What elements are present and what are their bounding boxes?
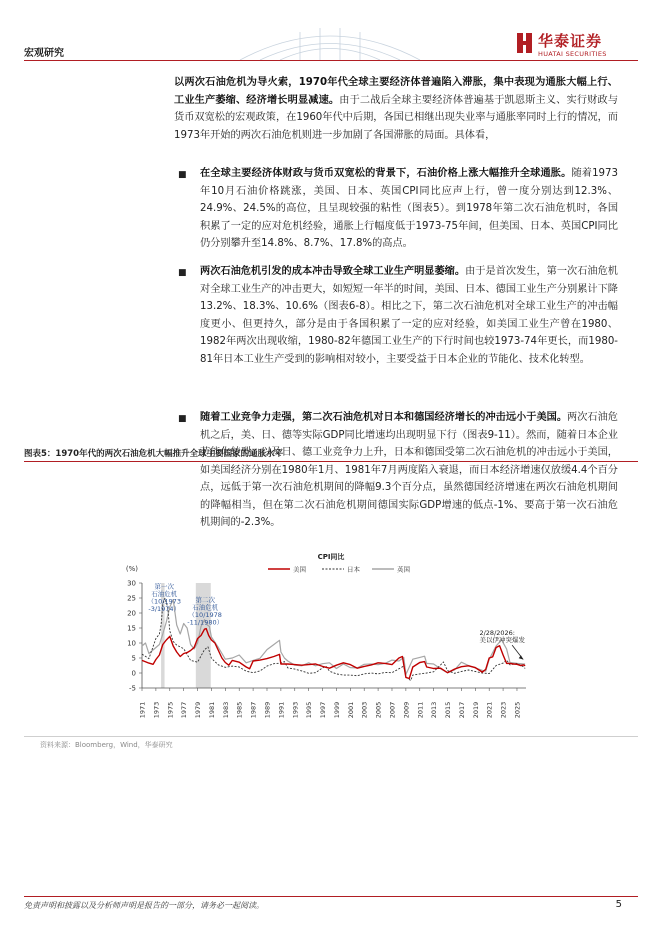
x-tick-label: 1985	[235, 701, 244, 719]
bullet-2-bold: 两次石油危机引发的成本冲击导致全球工业生产明显萎缩。	[200, 266, 466, 277]
x-tick-label: 1997	[319, 701, 328, 719]
figure-bottom-rule	[24, 736, 638, 737]
x-tick-label: 1971	[138, 701, 147, 719]
x-tick-label: 1993	[291, 701, 300, 719]
chart-annotation: 第二次	[195, 596, 215, 605]
x-tick-label: 2005	[374, 701, 383, 719]
y-tick-label: 0	[131, 669, 136, 678]
x-tick-label: 1979	[194, 701, 203, 719]
x-tick-label: 1977	[180, 701, 189, 719]
logo-mark-icon	[516, 32, 534, 54]
y-tick-label: 20	[127, 609, 136, 618]
y-tick-label: 25	[127, 594, 136, 603]
bullet-3-rest: 两次石油危机之后，美、日、德等实际GDP同比增速均出现明显下行（图表9-11）。然而，随着日本企业节能化转型、以及日、德工业竞争力上升，日本和德国受第二次石油危机的冲击远小于美国，如美国经济分别在1980年1月、1981年7月两度陷入衰退，而日本经济增速仅放缓4.4个百分点，远低于第一次石油危机期间的降幅9.3个百分点，虽然德国经济增速在两次石油危机期间的降幅相当，但在第二次石油危机期间德国实际GDP增速的低点-1%、要高于第一次石油危机期间的-2.3%。	[200, 412, 618, 528]
logo-chinese-name: 华泰证券	[538, 32, 603, 50]
y-tick-label: 30	[127, 579, 136, 588]
event-arrow-head	[519, 655, 524, 659]
header-decoration	[230, 22, 430, 62]
intro-rest: 由于二战后全球主要经济体普遍基于凯恩斯主义、实行财政与货币双宽松的宏观政策，在1960年代中后期，各国已相继出现失业率与通胀率同时上行的情况，而1973年开始的两次石油危机则进一步加剧了各国滞胀的局面。具体看，	[174, 94, 619, 141]
y-tick-label: 15	[127, 624, 136, 633]
section-label: 宏观研究	[24, 48, 64, 59]
y-tick-label: 5	[131, 654, 136, 663]
x-tick-label: 2001	[346, 701, 355, 719]
legend-label-us: 美国	[293, 565, 306, 574]
x-tick-label: 1975	[166, 701, 175, 719]
x-tick-label: 2017	[457, 701, 466, 719]
bullet-paragraph-2	[200, 263, 618, 368]
x-tick-label: 2021	[485, 701, 494, 719]
x-tick-label: 1981	[207, 701, 216, 719]
intro-bold: 以两次石油危机为导火索，1970年代全球主要经济体普遍陷入滞胀，集中表现为通胀大幅上行、工业生产萎缩、经济增长明显减速。	[174, 77, 618, 106]
legend-label-jp: 日本	[347, 565, 360, 574]
chart-annotation: 石油危机	[151, 589, 178, 598]
x-tick-label: 2023	[499, 701, 508, 719]
intro-paragraph	[174, 74, 618, 144]
cpi-line-chart	[24, 540, 638, 735]
x-tick-label: 2015	[444, 701, 453, 719]
header-rule	[24, 60, 638, 61]
x-tick-label: 2003	[360, 701, 369, 719]
chart-annotation: 第一次	[154, 582, 174, 591]
bullet-marker: ■	[178, 414, 187, 424]
x-tick-label: 2019	[471, 701, 480, 719]
footer-disclaimer: 免责声明和披露以及分析师声明是报告的一部分，请务必一起阅读。	[24, 901, 264, 910]
page-number: 5	[615, 899, 622, 910]
x-tick-label: 2007	[388, 701, 397, 719]
bullet-paragraph-3	[200, 409, 618, 532]
bullet-2-rest: 由于是首次发生，第一次石油危机对全球工业生产的冲击更大，如短短一年半的时间，美国、日本、德国工业生产分别累计下降13.2%、18.3%、10.6%（图表6-8）。相比之下，第二次石油危机对全球工业生产的冲击幅度更小、但更持久，部分是由于各国积累了一定的应对经验，如美国工业生产曾在1980、1982年两次出现收缩，1980-82年德国工业生产的下行时间也较1973-74年更长，而1980-81年日本工业生产受到的影响相对较小，主要受益于日本企业的节能化、技术化转型。	[200, 266, 618, 365]
figure-title: 图表5：1970年代的两次石油危机大幅推升全球主要国家的通胀水平	[24, 449, 284, 459]
x-tick-label: 1991	[277, 701, 286, 719]
legend-label-uk: 英国	[397, 565, 410, 574]
company-logo	[516, 30, 636, 60]
x-tick-label: 2011	[416, 701, 425, 719]
figure-top-rule	[24, 461, 638, 462]
chart-annotation: 美以伊冲突爆发	[479, 636, 525, 645]
x-tick-label: 2009	[402, 701, 411, 719]
x-tick-label: 1995	[305, 701, 314, 719]
y-tick-label: -5	[129, 684, 136, 693]
y-tick-label: 10	[127, 639, 136, 648]
legend-title: CPI同比	[317, 553, 345, 561]
x-tick-label: 2013	[430, 701, 439, 719]
chart-annotation: -11/1980）	[187, 618, 224, 627]
bullet-marker: ■	[178, 170, 187, 180]
figure-source: 资料来源：Bloomberg，Wind，华泰研究	[40, 741, 173, 749]
chart-annotation: 石油危机	[192, 603, 219, 612]
footer-rule	[24, 896, 638, 897]
x-tick-label: 1989	[263, 701, 272, 719]
x-tick-label: 1983	[221, 701, 230, 719]
chart-annotation: -3/1974）	[148, 604, 181, 613]
bullet-paragraph-1	[200, 165, 618, 253]
bullet-marker: ■	[178, 268, 187, 278]
bullet-1-rest: 随着1973年10月石油价格跳涨，美国、日本、英国CPI同比应声上行，曾一度分别达到12.3%、24.9%、24.5%的高位，且呈现较强的粘性（图表5）。到1978年第二次石油危机时，各国积累了一定的应对危机经验，通胀上行幅度低于1973-75年间，但美国、日本、英国CPI同比仍分别攀升至14.8%、8.7%、17.8%的高点。	[200, 168, 618, 249]
chart-annotation: （10/1978	[188, 611, 222, 620]
bullet-1-bold: 在全球主要经济体财政与货币双宽松的背景下，石油价格上涨大幅推升全球通胀。	[200, 168, 572, 179]
x-tick-label: 1987	[249, 701, 258, 719]
x-tick-label: 1999	[332, 701, 341, 719]
x-tick-label: 2025	[513, 701, 522, 719]
chart-annotation: 2/28/2026:	[479, 629, 516, 638]
logo-english-name: HUATAI SECURITIES	[538, 50, 607, 58]
y-axis-label: (%)	[125, 565, 138, 573]
bullet-3-bold: 随着工业竞争力走强，第二次石油危机对日本和德国经济增长的冲击远小于美国。	[200, 412, 568, 423]
x-tick-label: 1973	[152, 701, 161, 719]
chart-annotation: （10/1973	[147, 597, 181, 606]
